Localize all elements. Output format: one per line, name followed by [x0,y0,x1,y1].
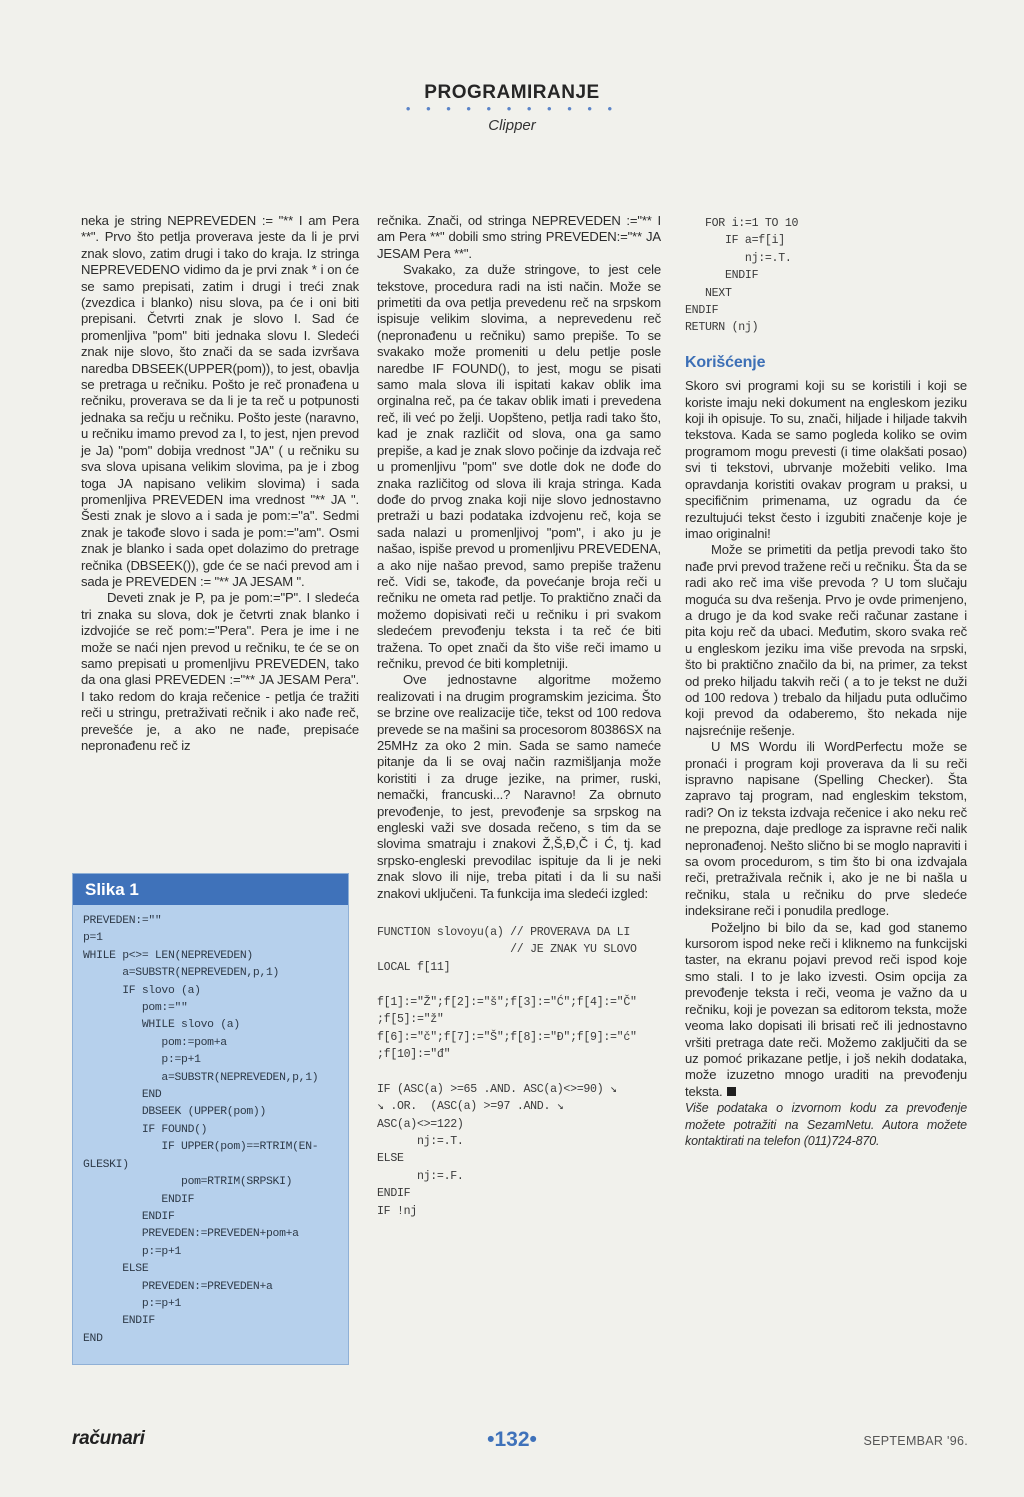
issue-date: SEPTEMBAR '96. [863,1434,968,1448]
paragraph: Može se primetiti da petlja prevodi tako što nađe prvi prevod tražene reči u rečniku. Šta da se radi ako reč ima više prevoda ? U tom slučaju moguća su dva rešenja. Prvo je ovde primenjeno, a drugo je da kod svake reči računar zastane i pita koju reč da ubaci. Međutim, skoro svaka reč u engleskom jeziku ima više prevoda na srpski, što bi praktično značilo da bi, na primer, za tekst od preko hiljadu takvih reči ( a to je tekst ne duži od 100 redova ) trebalo da hiljadu puta odlučimo koji prevod da odaberemo, što nekada nije najsrećnije rešenje. [685,542,967,738]
figure-title: Slika 1 [73,874,348,905]
paragraph-text: Poželjno bi bilo da se, kad god stanemo kursorom ispod neke reči i kliknemo na funkcijski taster, na ekranu pojavi prevod reči ispod koje smo stali. I to je lako izvesti. Osim opcija za prevođenje teksta i reči, veoma je važno da u rečniku, koji je povezan sa editorom teksta, može veoma lako dopisati ili brisati reč ili jednostavno vršiti pretraga date reči. Možemo zaključiti da se uz pomoć prikazane petlje, i još nekih dodataka, može izuzetno mnogo uraditi na prevođenju teksta. [685,919,967,1099]
paragraph: Skoro svi programi koji su se koristili i koji se koriste imaju neki dokument na engleskom jeziku koji ih opisuje. To su, znači, hiljade i hiljade takvih tekstova. Kada se samo pogleda koliko se ovim programom mogu prevesti (i time olakšati posao) svi ti tekstovi, ubrvanje možebiti veliko. Ima opravdanja koristiti ovakav program u praksi, u specifičnim primenama, uz ogradu da će rezultujući tekst često i izgubiti značenje koje je imao originalni! [685,378,967,541]
author-note: Više podataka o izvornom kodu za prevođenje možete potražiti na SezamNetu. Autora možete kontaktirati na telefon (011)724-870. [685,1101,967,1149]
magazine-name: računari [72,1428,145,1449]
paragraph: rečnika. Znači, od stringa NEPREVEDEN :="** I am Pera **" dobili smo string PREVEDEN:="** JA JESAM Pera **". [377,213,661,261]
column-right [685,215,967,1150]
code-listing: FOR i:=1 TO 10 IF a=f[i] nj:=.T. ENDIF NEXT ENDIF RETURN (nj) [685,217,799,335]
paragraph: neka je string NEPREVEDEN := "** I am Pera **". Prvo što petlja proverava jeste da li je prvi znak slovo, zatim drugi i tako do kraja. Iz stringa NEPREVEDENO vidimo da je prvi znak * i on će se samo prepisati, zatim i drugi i treći znak (zvezdica i blanko) nisu slova, pa će i oni biti prepisani. Četvrti znak je slovo I. Sad će promenljiva "pom" biti jednaka slovu I. Sledeći znak nije slovo, što znači da se sada izvršava naredba DBSEEK(UPPER(pom)), to jest, obavlja se pretraga u rečniku. Pošto je reč pronađena u rečniku, proverava se da li je ta reč u potpunosti jednaka sa rečju u rečniku. Pošto jeste (naravno, u rečniku imamo prevod za I, to jest, njen prevod je Ja) "pom" dobija vrednost "JA" ( u rečniku su sva slova upisana velikim slovima, pa je i zbog toga JA napisano velikim slovima) i sada promenljiva PREVEDEN ima vrednost "** JA ". Šesti znak je slovo a i sada je pom:="a". Sedmi znak je takođe slovo i sada je pom:="am". Osmi znak je blanko i sada opet dolazimo do pretrage rečnika (DBSEEK()), gde će se naći prevod am i sada je PREVEDEN := "** JA JESAM ". [81,213,359,589]
paragraph: Deveti znak je P, pa je pom:="P". I sledeća tri znaka su slova, dok je četvrti znak blanko i izdvojiće se reč pom:="Pera". Pera je ime i ne može se naći njen prevod u rečniku, te će se on samo prepisati u promenljivu PREVEDEN, tako da ona glasi PREVEDEN :="** JA JESAM Pera". I tako redom do kraja rečenice - petlja će tražiti reči u stringu, pretraživati rečnik i ako nađe reč, prevešće je, a ako ne nađe, prepisaće nepronađenu reč iz [81,590,359,753]
paragraph: Svakako, za duže stringove, to jest cele tekstove, procedura radi na isti način. Može se primetiti da ova petlja prevedenu reč na srpskom ispisuje velikim slovima, a neprevedenu reč (nepronađenu u rečniku) samo prepiše. To se svakako može promeniti u delu petlje posle naredbe IF FOUND(), to jest, mogu se pisati samo mala slova ili ispitati kakav oblik ima orginalna reč, pa će takav oblik imati i prevedena reč, ili već po želji. Uopšteno, petlja radi tako što, kad je znak različit od slova, ona ga samo prepiše, a kad je znak slovo počinje da izdvaja reč u promenljivu "pom" sve dotle dok ne dođe do znaka različitog od slova ili kraja stringa. Kada dođe do prvog znaka koji nije slovo jednostavno pretraži u bazi podataka izdvojenu reč, koja se sada nalazi u promenljivoj "pom", i ako ju je našao, ispiše prevod u promenljivu PREVEDENA, a ako nije našao prevod, samo prepiše traženu reč. Vidi se, takođe, da povećanje broja reči u rečniku ne ometa rad petlje. To praktično znači da možemo dopisivati reči u rečniku i pri svakom sledećem prevođenju teksta i ta reč će biti tražena. To opet znači da što više reči imamo u rečniku, prevod će biti kompletniji. [377,262,661,671]
page-number: •132• [487,1428,537,1451]
paragraph: Ove jednostavne algoritme možemo realizovati i na drugim programskim jezicima. Što se brzine ove realizacije tiče, tekst od 100 redova prevede se na mašini sa procesorom 80386SX na 25MHz za oko 2 min. Sada se samo nameće pitanje da li se ovaj način razmišljanja može koristiti i za druge jezike, na primer, ruski, nemački, francuski...? Naravno! Za obrnuto prevođenje, to jest, prevođenje sa srpskog na engleski važi sve dosada rečeno, s tim da se slovima smatraju i znakovi Ž,Š,Đ,Č i Ć, tj. kad srpsko-engleski prevodilac ispituje da li je neki znak slovo ili nije, treba pitati i da li su naši znakovi uključeni. Ta funkcija ima sledeći izgled: [377,672,661,901]
paragraph-final [685,920,967,1100]
code-listing: FUNCTION slovoyu(a) // PROVERAVA DA LI // JE ZNAK YU SLOVO LOCAL f[11] f[1]:="Ž";f[2]:="š";f[3]:="Ć";f[4]:="Č" ;f[5]:="ž" f[6]:="č";f[7]:="Š";f[8]:="Đ";f[9]:="ć" ;f[10]:="đ" IF (ASC(a) >=65 .AND. ASC(a)<>=90) ↘ ↘ .OR. (ASC(a) >=97 .AND. ↘ ASC(a)<>=122) nj:=.T. ELSE nj:=.F. ENDIF IF !nj [377,926,637,1218]
end-mark-icon [727,1087,736,1096]
column-middle [377,213,661,1220]
column-left [81,213,359,754]
header-dots: • • • • • • • • • • • [405,101,619,116]
page-header [0,82,1024,134]
section-subheading: Korišćenje [685,353,766,371]
paragraph: U MS Wordu ili WordPerfectu može se pronaći i program koji proverava da li su reči ispravno napisane (Spelling Checker). Šta zapravo taj program, nad engleskim tekstom, radi? On iz teksta izdvaja rečenice i ako neku reč ne prepozna, daje predloge za ispravne reči nalik nepronađenoj. Nešto slično bi se moglo napraviti i sa ovom procedurom, s tim što bi ona izdvajala reči, pretraživala rečnik i, ako je ne bi našla u rečniku, stala u rečniku do prve sledeće indeksirane reči i ponudila predloge. [685,739,967,919]
code-figure-box [72,873,349,1365]
section-title: PROGRAMIRANJE [424,82,600,103]
section-topic: Clipper [488,117,536,134]
code-listing: PREVEDEN:="" p=1 WHILE p<>= LEN(NEPREVEDEN) a=SUBSTR(NEPREVEDEN,p,1) IF slovo (a) pom:="" WHILE slovo (a) pom:=pom+a p:=p+1 a=SUBSTR(NEPREVEDEN,p,1) END DBSEEK (UPPER(pom)) IF FOUND() IF UPPER(pom)==RTRIM(EN- GLESKI) pom=RTRIM(SRPSKI) ENDIF ENDIF PREVEDEN:=PREVEDEN+pom+a p:=p+1 ELSE PREVEDEN:=PREVEDEN+a p:=p+1 ENDIF END [83,915,319,1345]
